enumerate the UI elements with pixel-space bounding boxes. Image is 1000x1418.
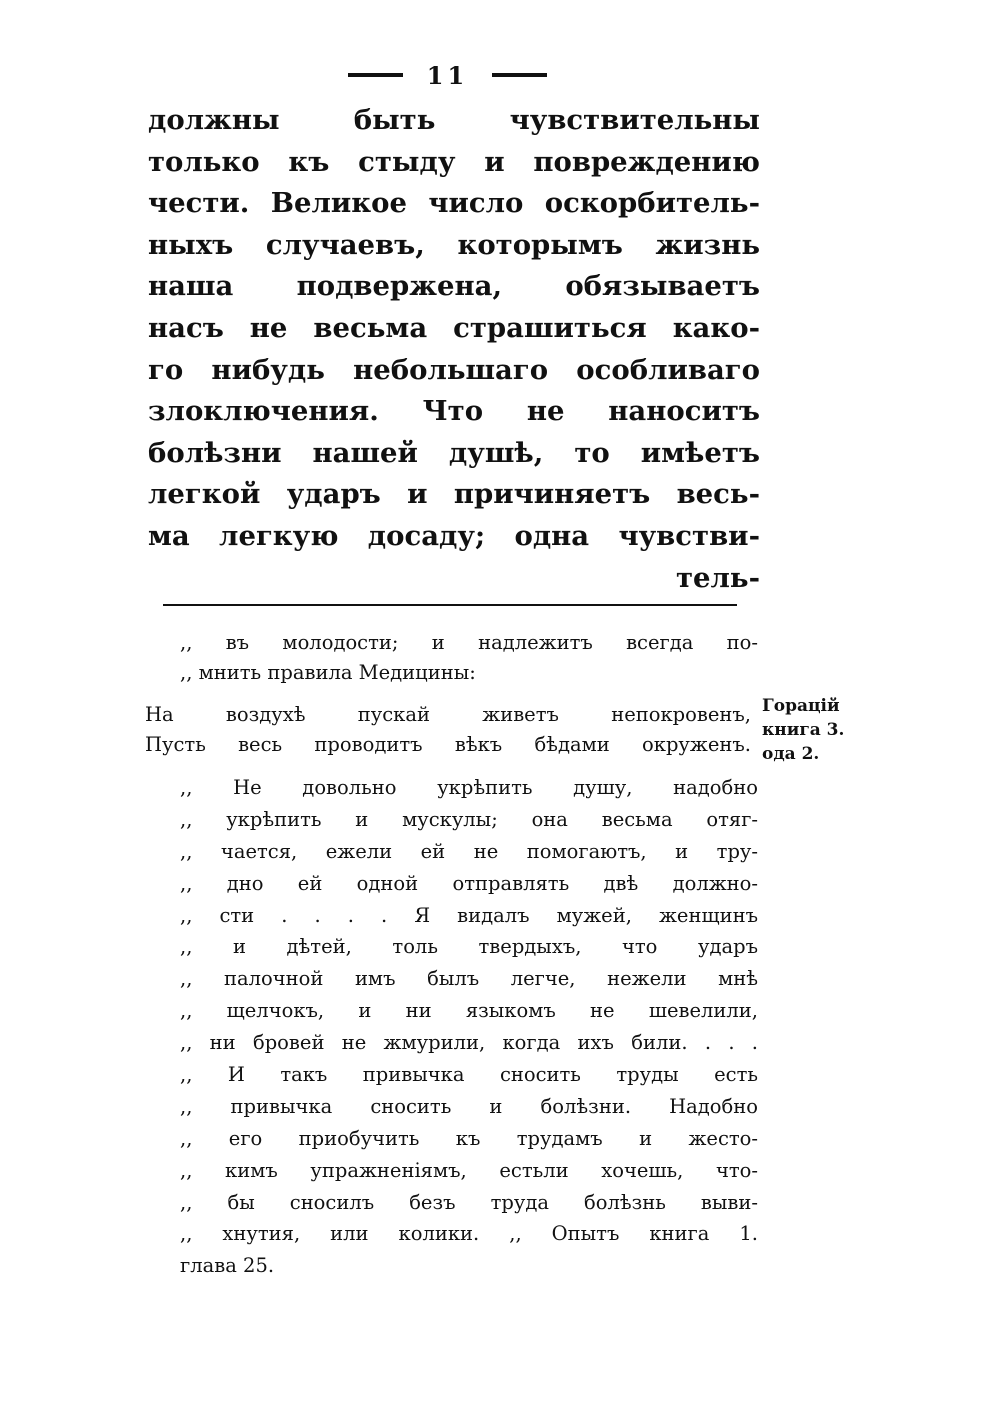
footnote-divider: [163, 604, 737, 606]
text-line: злоключения. Что не наноситъ: [148, 395, 760, 428]
verse-line: Пусть весь проводитъ вѣкъ бѣдами окруженъ.: [145, 733, 751, 756]
header-dash-left: [348, 73, 403, 77]
footnote-line: ,, привычка сносить и болѣзни. Надобно: [180, 1094, 758, 1118]
footnote-line: ,, бы сносилъ безъ труда болѣзнь выви-: [180, 1190, 758, 1214]
margin-citation: [762, 694, 872, 766]
footnote-line: ,, кимъ упражненіямъ, естьли хочешь, что-: [180, 1158, 758, 1182]
text-line: наша подвержена, обязываетъ: [148, 270, 760, 303]
text-line: го нибудь небольшаго особливаго: [148, 353, 760, 386]
footnote-line: ,, дно ей одной отправлять двѣ должно-: [180, 871, 758, 895]
catchword: тель-: [675, 561, 760, 594]
footnote-line: ,, и дѣтей, толь твердыхъ, что ударъ: [180, 935, 758, 959]
main-text: [148, 100, 760, 599]
footnote-line: ,, укрѣпить и мускулы; она весьма отяг-: [180, 807, 758, 831]
footnote-quote: [180, 772, 758, 1282]
text-line: легкой ударъ и причиняетъ весь-: [148, 478, 760, 511]
verse-line: На воздухѣ пускай живетъ непокровенъ,: [145, 703, 751, 726]
text-line: болѣзни нашей душѣ, то имѣетъ: [148, 436, 760, 469]
text-line: только къ стыду и повреждению: [148, 145, 760, 178]
verse-quote: [145, 700, 751, 760]
footnote-line: ,, въ молодости; и надлежитъ всегда по-: [180, 631, 758, 654]
text-line: ма легкую досаду; одна чувстви-: [148, 519, 760, 552]
footnote-line: ,, чается, ежели ей не помогаютъ, и тру-: [180, 839, 758, 863]
footnote-line: ,, сти . . . . Я видалъ мужей, женщинъ: [180, 903, 758, 927]
header-dash-right: [492, 73, 547, 77]
footnote-intro: [180, 628, 758, 688]
page-header: [340, 60, 555, 90]
footnote-line: ,, И такъ привычка сносить труды есть: [180, 1063, 758, 1087]
text-line: должны быть чувствительны: [148, 104, 760, 136]
margin-citation-line: Горацій: [762, 696, 840, 716]
footnote-line: ,, хнутия, или колики. ,, Опытъ книга 1.: [180, 1222, 758, 1246]
page-number: 11: [426, 60, 469, 90]
footnote-line: глава 25.: [180, 1254, 275, 1278]
footnote-line: ,, мнить правила Медицины:: [180, 661, 476, 684]
footnote-line: ,, палочной имъ былъ легче, нежели мнѣ: [180, 967, 758, 991]
margin-citation-line: ода 2.: [762, 744, 820, 764]
footnote-line: ,, его приобучить къ трудамъ и жесто-: [180, 1126, 758, 1150]
text-line: чести. Великое число оскорбитель-: [148, 187, 760, 220]
text-line: ныхъ случаевъ, которымъ жизнь: [148, 228, 760, 261]
text-line: насъ не весьма страшиться како-: [148, 311, 760, 344]
footnote-line: ,, Не довольно укрѣпить душу, надобно: [180, 776, 758, 799]
footnote-line: ,, щелчокъ, и ни языкомъ не шевелили,: [180, 999, 758, 1023]
margin-citation-line: книга 3.: [762, 720, 845, 740]
footnote-line: ,, ни бровей не жмурили, когда ихъ били. . . .: [180, 1031, 758, 1055]
